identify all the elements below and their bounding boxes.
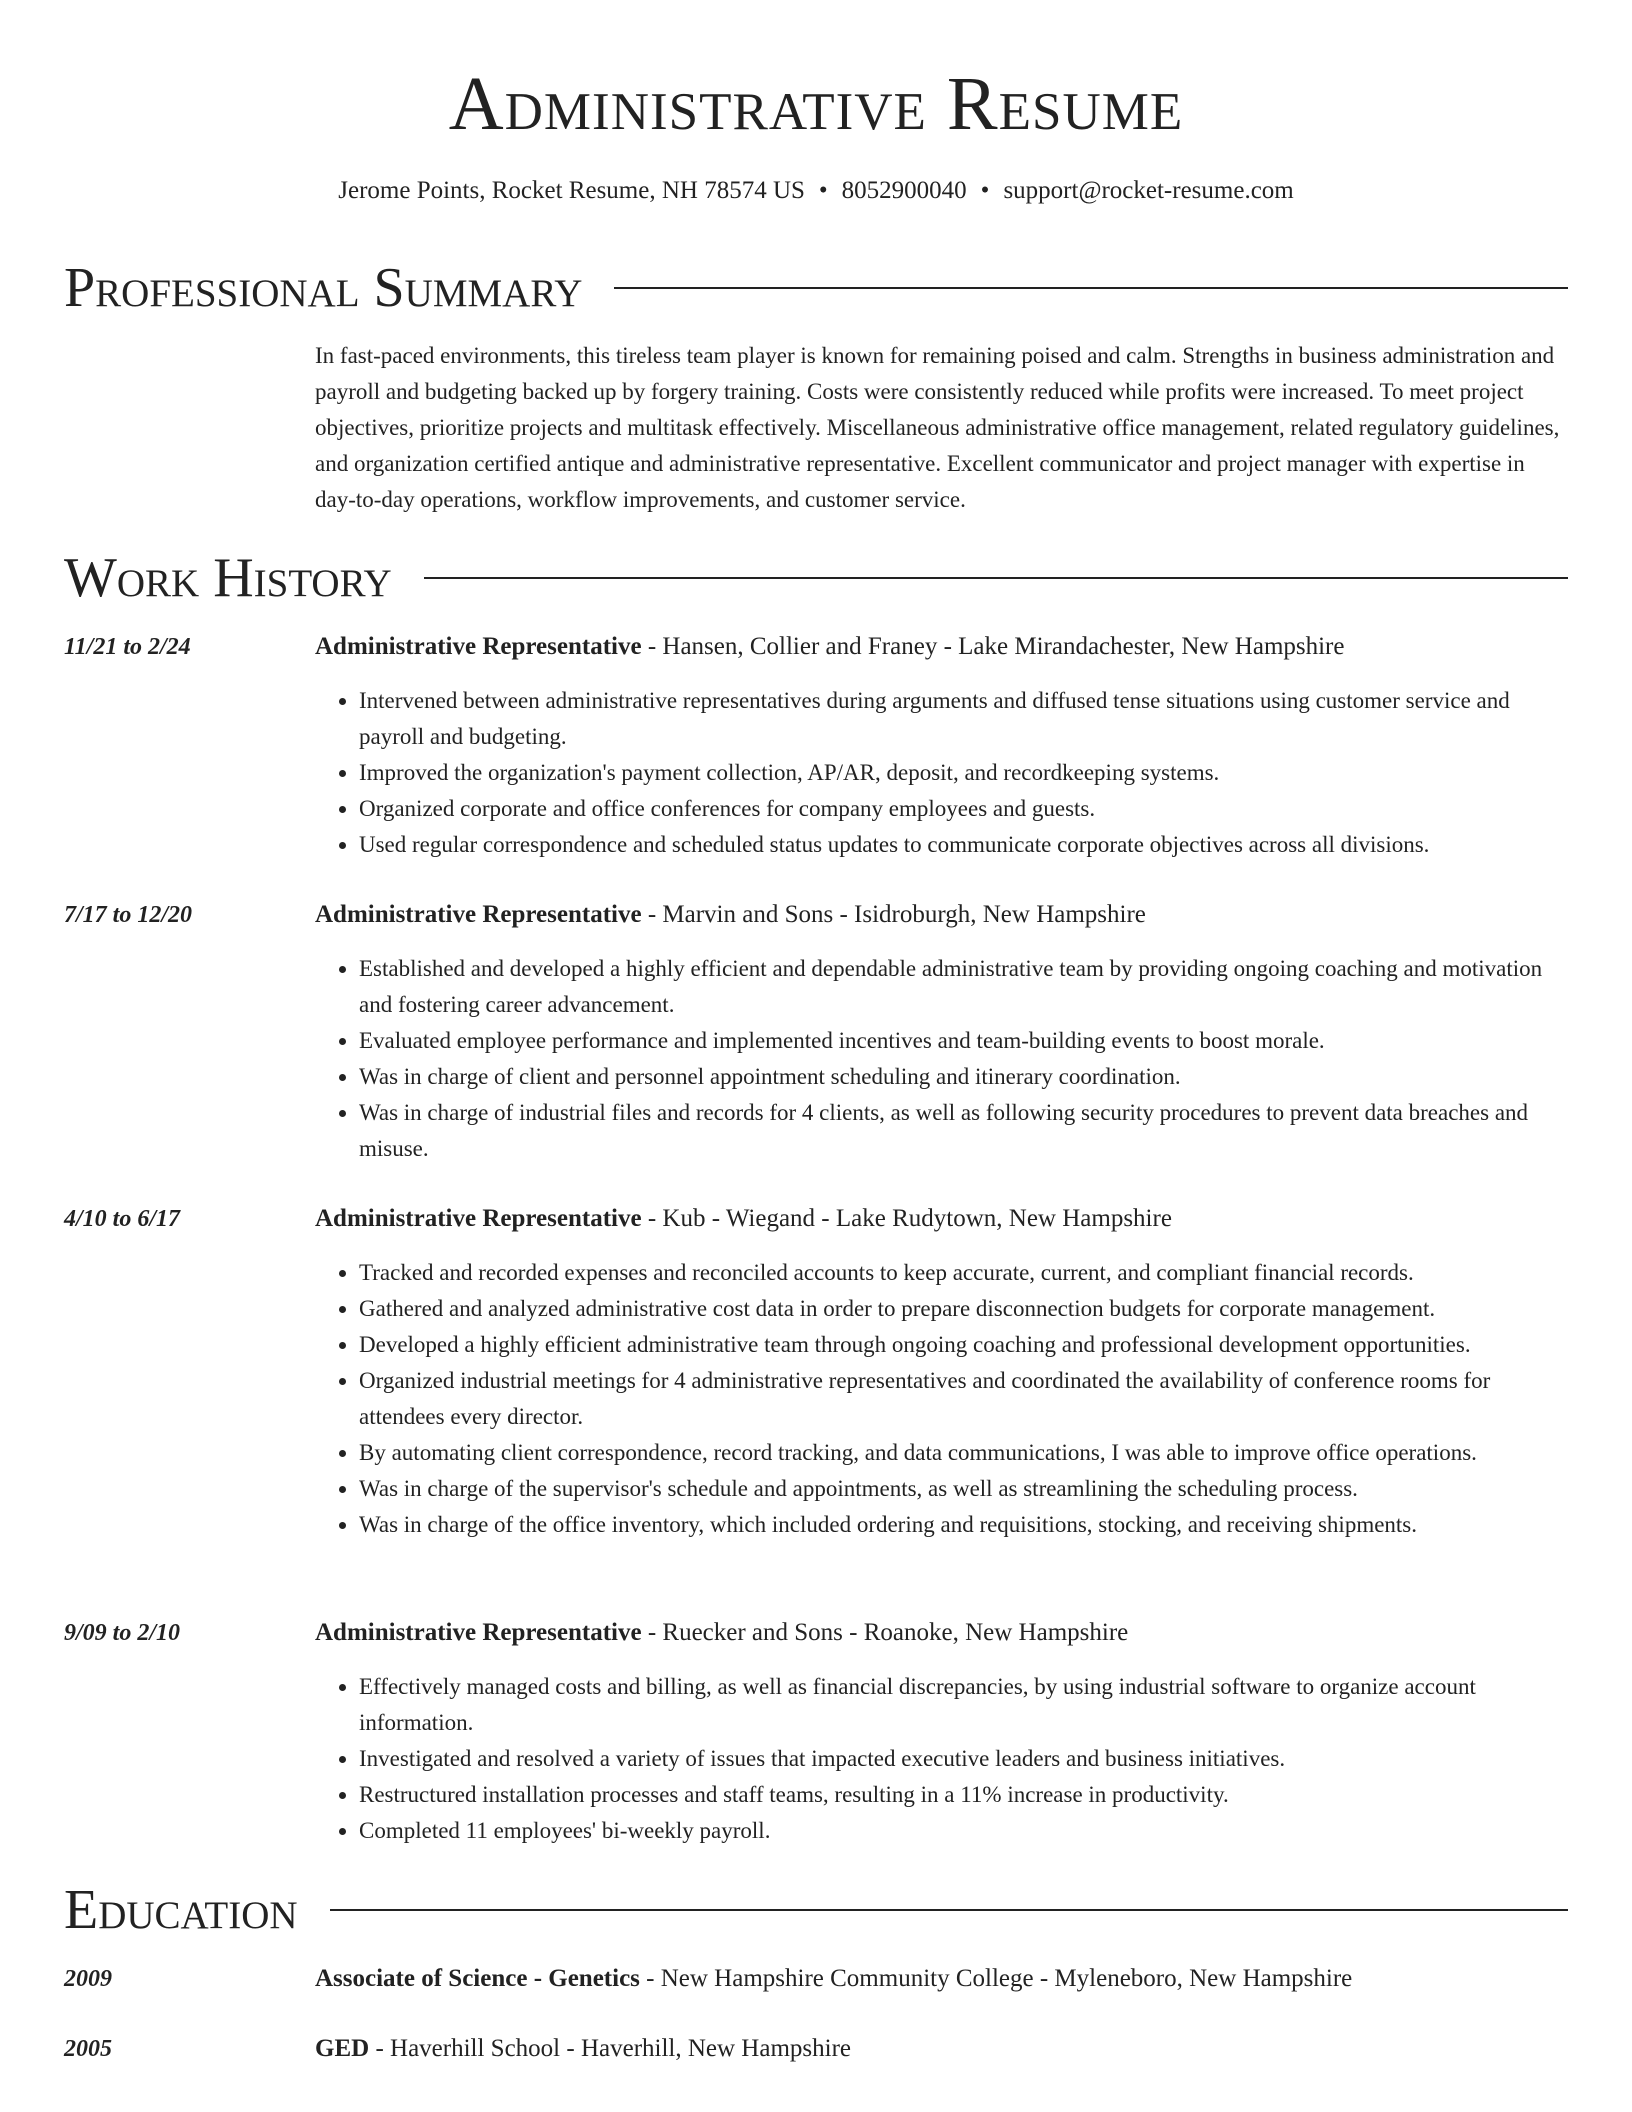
job-entry [64, 897, 1568, 1167]
job-employer: - Ruecker and Sons - Roanoke, New Hampshire [641, 1619, 1129, 1646]
job-bullet: • Established and developed a highly efficient and dependable administrative team by providing ongoing coaching and motivation and fostering career advancement. [359, 951, 1568, 1023]
job-dates: 9/09 to 2/10 [64, 1620, 181, 1646]
job-dates: 7/17 to 12/20 [64, 902, 193, 928]
job-bullet: • Evaluated employee performance and implemented incentives and team-building events to boost morale. [359, 1023, 1568, 1059]
job-bullet: • Was in charge of the office inventory, which included ordering and requisitions, stocking, and receiving shipments. [359, 1507, 1568, 1543]
education-heading [315, 2031, 1568, 2067]
education-degree: Associate of Science - Genetics [315, 1965, 640, 1992]
job-bullet: • Effectively managed costs and billing, as well as financial discrepancies, by using industrial software to organize account information. [359, 1669, 1568, 1741]
education-school: - New Hampshire Community College - Myleneboro, New Hampshire [639, 1965, 1353, 1992]
job-bullet: • Organized industrial meetings for 4 administrative representatives and coordinated the availability of conference rooms for attendees every director. [359, 1363, 1568, 1435]
contact-line [0, 174, 1632, 208]
education-entry [64, 2031, 1568, 2067]
section-rule [330, 1909, 1568, 1911]
section-title: Education [64, 1879, 298, 1941]
job-bullets [315, 1255, 1568, 1543]
section-heading-work-history [64, 546, 1568, 610]
education-degree: GED [315, 2035, 370, 2062]
job-entry [64, 1201, 1568, 1543]
job-heading [315, 1201, 1568, 1237]
job-bullet: • Completed 11 employees' bi-weekly payroll. [359, 1813, 1568, 1849]
job-bullets [315, 1669, 1568, 1849]
section-heading-summary [64, 256, 1568, 320]
job-dates: 11/21 to 2/24 [64, 634, 191, 660]
job-bullet: • Gathered and analyzed administrative cost data in order to prepare disconnection budgets for corporate management. [359, 1291, 1568, 1327]
job-bullet: • Used regular correspondence and scheduled status updates to communicate corporate objectives across all divisions. [359, 827, 1568, 863]
contact-separator: • [818, 177, 828, 204]
job-bullet: • Improved the organization's payment collection, AP/AR, deposit, and recordkeeping systems. [359, 755, 1568, 791]
job-bullet: • Tracked and recorded expenses and reconciled accounts to keep accurate, current, and compliant financial records. [359, 1255, 1568, 1291]
job-entry [64, 629, 1568, 863]
job-bullet: • Developed a highly efficient administrative team through ongoing coaching and professional development opportunities. [359, 1327, 1568, 1363]
job-title: Administrative Representative [315, 1205, 642, 1232]
contact-separator: • [980, 177, 990, 204]
job-bullet: • Organized corporate and office conferences for company employees and guests. [359, 791, 1568, 827]
section-title: Work History [64, 547, 392, 609]
job-bullet: • Was in charge of the supervisor's schedule and appointments, as well as streamlining the scheduling process. [359, 1471, 1568, 1507]
summary-text: In fast-paced environments, this tireless team player is known for remaining poised and calm. Strengths in business administration and payroll and budgeting backed up by forgery training. Costs were consistently reduced while profits were increased. To meet project objectives, prioritize projects and multitask effectively. Miscellaneous administrative office management, related regulatory guidelines, and organization certified antique and administrative representative. Excellent communicator and project manager with expertise in day-to-day operations, workflow improvements, and customer service. [315, 343, 1560, 512]
job-heading [315, 629, 1568, 665]
contact-email: support@rocket-resume.com [1003, 177, 1294, 204]
document-title: Administrative Resume [448, 62, 1184, 146]
job-bullet: • Was in charge of client and personnel appointment scheduling and itinerary coordination. [359, 1059, 1568, 1095]
job-title: Administrative Representative [315, 633, 642, 660]
job-bullets [315, 951, 1568, 1167]
job-bullet: • Was in charge of industrial files and records for 4 clients, as well as following security procedures to prevent data breaches and misuse. [359, 1095, 1568, 1167]
section-rule [424, 577, 1568, 579]
education-entry [64, 1961, 1568, 1997]
education-school: - Haverhill School - Haverhill, New Hampshire [369, 2035, 851, 2062]
job-heading [315, 1615, 1568, 1651]
job-employer: - Kub - Wiegand - Lake Rudytown, New Hampshire [641, 1205, 1172, 1232]
contact-address: Jerome Points, Rocket Resume, NH 78574 US [338, 177, 805, 204]
section-title: Professional Summary [64, 257, 583, 319]
job-employer: - Marvin and Sons - Isidroburgh, New Hampshire [641, 901, 1146, 928]
education-year: 2009 [64, 1966, 112, 1992]
job-heading [315, 897, 1568, 933]
job-bullet: • Intervened between administrative representatives during arguments and diffused tense situations using customer service and payroll and budgeting. [359, 683, 1568, 755]
job-title: Administrative Representative [315, 901, 642, 928]
job-bullet: • By automating client correspondence, record tracking, and data communications, I was able to improve office operations. [359, 1435, 1568, 1471]
education-year: 2005 [64, 2036, 112, 2062]
education-heading [315, 1961, 1568, 1997]
job-bullet: • Restructured installation processes and staff teams, resulting in a 11% increase in productivity. [359, 1777, 1568, 1813]
section-rule [614, 287, 1568, 289]
job-bullet: • Investigated and resolved a variety of issues that impacted executive leaders and business initiatives. [359, 1741, 1568, 1777]
job-title: Administrative Representative [315, 1619, 642, 1646]
job-dates: 4/10 to 6/17 [64, 1206, 181, 1232]
job-entry [64, 1615, 1568, 1849]
job-bullets [315, 683, 1568, 863]
section-heading-education [64, 1878, 1568, 1942]
job-employer: - Hansen, Collier and Franey - Lake Mirandachester, New Hampshire [641, 633, 1345, 660]
contact-phone: 8052900040 [841, 177, 967, 204]
